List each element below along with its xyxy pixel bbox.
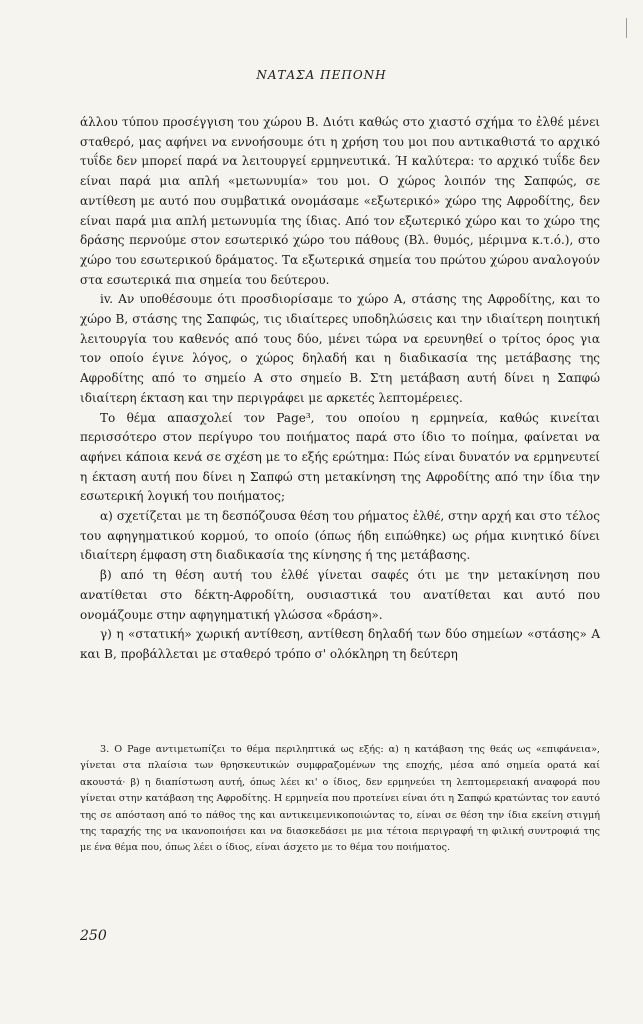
- paragraph: γ) η «στατική» χωρική αντίθεση, αντίθεση δηλαδή των δύο σημείων «στάσης» Α και Β, προβάλλεται με σταθερό τρόπο σ' ολόκληρη τη δεύτερη: [80, 627, 600, 661]
- paragraph: iv. Αν υποθέσουμε ότι προσδιορίσαμε το χώρο Α, στάσης της Αφροδίτης, και το χώρο Β, στάσης της Σαπφώς, τις ιδιαίτερες υποδηλώσεις και την ιδιαίτερη ποιητική λειτουργία του καθενός από τους δύο, μένει τώρα να ερευνηθεί ο τρίτος όρος για τον οποίο έγινε λόγος, ο χώρος δηλαδή και η διαδικασία της μετάβασης της Αφροδίτης από το σημείο Α στο σημείο Β. Στη μετάβαση αυτή δίνει η Σαπφώ ιδιαίτερη έκταση και την περιγράφει με αρκετές λεπτομέρειες.: [80, 292, 600, 405]
- running-header: ΝΑΤΑΣΑ ΠΕΠΟΝΗ: [256, 68, 387, 82]
- paragraph: α) σχετίζεται με τη δεσπόζουσα θέση του ρήματος ἐλθέ, στην αρχή και στο τέλος του αφηγηματικού κορμού, το οποίο (όπως ήδη ειπώθηκε) ως ρήμα κινητικό δίνει ιδιαίτερη έμφαση στη διαδικασία της κίνησης ή της μετάβασης.: [80, 509, 600, 563]
- footnotes: [80, 742, 600, 857]
- main-text: [80, 113, 600, 665]
- scan-edge-mark: [626, 18, 627, 38]
- paragraph: άλλου τύπου προσέγγιση του χώρου Β. Διότι καθώς στο χιαστό σχήμα το ἐλθέ μένει σταθερό, μας αφήνει να εννοήσουμε ότι η χρήση του μοι που αντικαθιστά το αρχικό τυΐδε δεν μπορεί παρά να λειτουργεί ερμηνευτικά. Ή καλύτερα: το αρχικό τυΐδε δεν είναι παρά μια απλή «μετωνυμία» του μοι. Ο χώρος λοιπόν της Σαπφώς, σε αντίθεση με αυτό που συμβατικά ονομάσαμε «εξωτερικό» χώρο της Αφροδίτης, δεν είναι παρά μια απλή μετωνυμία της ίδιας. Από τον εξωτερικό χώρο και το χώρο της δράσης περνούμε στον εσωτερικό χώρο του πάθους (Βλ. θυμός, μέριμνα κ.τ.ό.), στο χώρο του εσωτερικού δράματος. Τα εξωτερικά σημεία του πρώτου χώρου αναλογούν στα εσωτερικά πια σημεία του δεύτερου.: [80, 115, 600, 287]
- page-number: 250: [80, 928, 107, 944]
- paragraph: β) από τη θέση αυτή του ἐλθέ γίνεται σαφές ότι με την μετακίνηση που ανατίθεται στο δέκτη-Αφροδίτη, ουσιαστικά του ανατίθεται και αυτό που ονομάζουμε στην αφηγηματική γλώσσα «δράση».: [80, 568, 600, 622]
- footnote: 3. Ο Page αντιμετωπίζει το θέμα περιληπτικά ως εξής: α) η κατάβαση της θεάς ως «επιφάνεια», γίνεται στα πλαίσια των θρησκευτικών συμφραζομένων της εποχής, μέσα από σημεία ορατά καί ακουστά· β) η διαπίστωση αυτή, όπως λέει κι' ο ίδιος, δεν ερμηνεύει τη λεπτομερειακή αναφορά που γίνεται στην κατάβαση της Αφροδίτης. Η ερμηνεία που προτείνει είναι ότι η Σαπφώ κρατώντας τον εαυτό της σε απόσταση από το πάθος της και αντικειμενικοποιώντας το, είναι σε θέση την ίδια εκείνη στιγμή της ταραχής της να ικανοποιήσει και να διασκεδάσει με μια τέτοια περιγραφή τη φιλική συντροφιά της με ένα θέμα που, όπως λέει ο ίδιος, είναι άσχετο με το θέμα του ποιήματος.: [80, 744, 600, 854]
- paragraph: Το θέμα απασχολεί τον Page³, του οποίου η ερμηνεία, καθώς κινείται περισσότερο στον περίγυρο του ποιήματος παρά στο ίδιο το ποίημα, φαίνεται να αφήνει κάποια κενά σε σχέση με το εξής ερώτημα: Πώς είναι δυνατόν να ερμηνευτεί η έκταση αυτή που δίνει η Σαπφώ στη μετακίνηση της Αφροδίτης από την ίδια την εσωτερική λογική του ποιήματος;: [80, 410, 600, 504]
